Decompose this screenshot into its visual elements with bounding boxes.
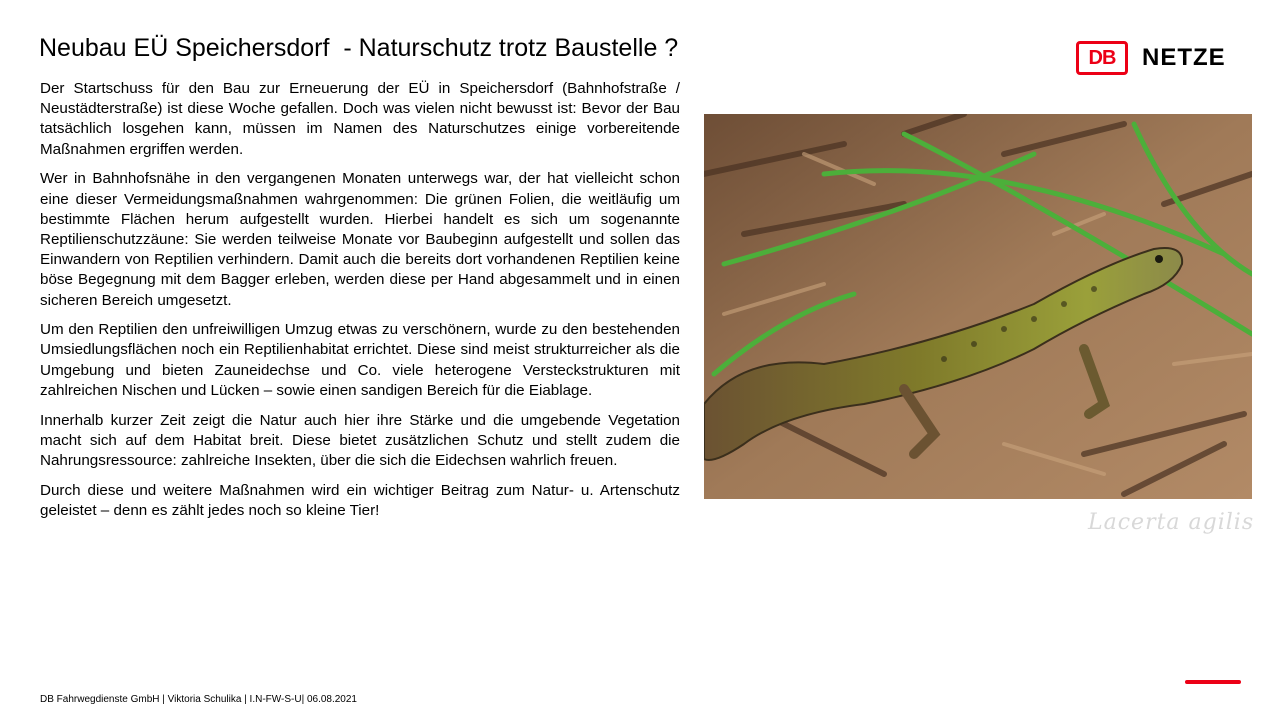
slide-title: Neubau EÜ Speichersdorf - Naturschutz trotz Baustelle ? <box>39 34 679 62</box>
paragraph-4: Innerhalb kurzer Zeit zeigt die Natur auch hier ihre Stärke und die umgebende Vegetation macht sich auf dem Habitat breit. Diese bietet zusätzlichen Schutz und stellt zudem die Nahrungsressource: zahlreiche Insekten, über die sich die Eidechsen wahrlich freuen. <box>40 411 680 469</box>
photo-caption: Lacerta agilis <box>1088 510 1255 535</box>
article-body <box>40 79 680 531</box>
paragraph-2: Wer in Bahnhofsnähe in den vergangenen Monaten unterwegs war, der hat vielleicht schon eine dieser Vermeidungsmaßnahmen wahrgenommen: Die grünen Folien, die weitläufig um bestimmte Flächen herum aufgestellt wurden. Hierbei handelt es sich um sogenannte Reptilienschutzzäune: Sie werden teilweise Monate vor Baubeginn aufgestellt und sollen das Einwandern von Reptilien verhindern. Damit auch die bereits dort vorhandenen Reptilien keine böse Begegnung mit dem Bagger erleben, werden diese per Hand abgesammelt und in einen sicheren Bereich umgesetzt. <box>40 170 680 309</box>
paragraph-1: Der Startschuss für den Bau zur Erneuerung der EÜ in Speichersdorf (Bahnhofstraße / Neustädterstraße) ist diese Woche gefallen. Doch was vielen nicht bewusst ist: Bevor der Bau tatsächlich losgehen kann, müssen im Namen des Naturschutzes einige vorbereitende Maßnahmen ergriffen werden. <box>40 80 680 158</box>
paragraph-5: Durch diese und weitere Maßnahmen wird ein wichtiger Beitrag zum Natur- u. Artenschutz geleistet – denn es zählt jedes noch so kleine Tier! <box>40 481 680 519</box>
db-netze-logo <box>1076 39 1226 77</box>
accent-line <box>1185 680 1241 684</box>
paragraph-3: Um den Reptilien den unfreiwilligen Umzug etwas zu verschönern, wurde zu den bestehenden Umsiedlungsflächen noch ein Reptilienhabitat errichtet. Diese sind meist strukturreicher als die Umgebung und bieten Zauneidechse und Co. viele heterogene Versteckstrukturen mit zahlreichen Nischen und Lücken – sowie einen sandigen Bereich für die Eiablage. <box>40 321 680 399</box>
footer-info: DB Fahrwegdienste GmbH | Viktoria Schulika | I.N-FW-S-U| 06.08.2021 <box>40 694 357 705</box>
db-logo-icon: DB <box>1076 41 1128 75</box>
netze-wordmark: NETZE <box>1142 44 1226 71</box>
lizard-photo <box>704 114 1252 499</box>
